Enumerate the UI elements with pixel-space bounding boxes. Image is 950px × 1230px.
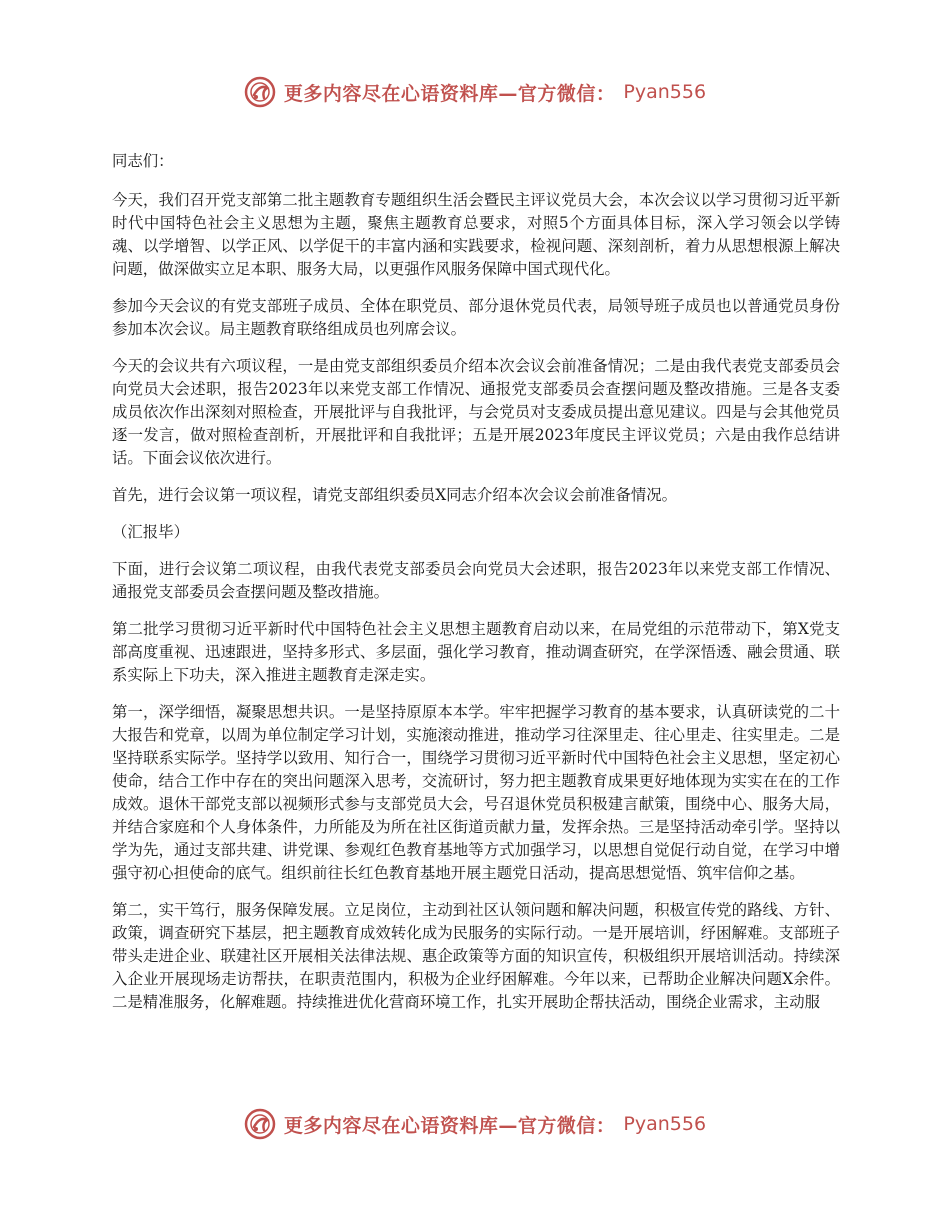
seal-logo-icon: [244, 76, 276, 108]
banner-text: 更多内容尽在心语资料库—官方微信：: [283, 82, 616, 105]
paragraph: 首先，进行会议第一项议程，请党支部组织委员X同志介绍本次会议会前准备情况。: [112, 486, 678, 504]
footer-banner: [0, 1102, 950, 1146]
paragraph: 第一，深学细悟，凝聚思想共识。一是坚持原原本本学。牢牢把握学习教育的基本要求，认真研读党的二十大报告和党章，以周为单位制定学习计划，实施滚动推进，推动学习往深里走、往心里走、往实里走。二是坚持联系实际学。坚持学以致用、知行合一，围绕学习贯彻习近平新时代中国特色社会主义思想，坚定初心使命，结合工作中存在的突出问题深入思考，交流研讨，努力把主题教育成果更好地体现为实实在在的工作成效。退休干部党支部以视频形式参与支部党员大会，号召退休党员积极建言献策，围绕中心、服务大局，并结合家庭和个人身体条件，力所能及为所在社区街道贡献力量，发挥余热。三是坚持活动牵引学。坚持以学为先，通过支部共建、讲党课、参观红色教育基地等方式加强学习，以思想自觉促行动自觉，在学习中增强守初心担使命的底气。组织前往长红色教育基地开展主题党日活动，提高思想觉悟、筑牢信仰之基。: [112, 703, 840, 882]
paragraph: （汇报毕）: [112, 523, 189, 541]
paragraph: 第二，实干笃行，服务保障发展。立足岗位，主动到社区认领问题和解决问题，积极宣传党的路线、方针、政策，调查研究下基层，把主题教育成效转化成为民服务的实际行动。一是开展培训，纾困解难。支部班子带头走进企业、联建社区开展相关法律法规、惠企政策等方面的知识宣传，积极组织开展培训活动。持续深入企业开展现场走访帮扶，在职责范围内，积极为企业纾困解难。今年以来，已帮助企业解决问题X余件。二是精准服务，化解难题。持续推进优化营商环境工作，扎实开展助企帮扶活动，围绕企业需求，主动服: [112, 901, 840, 1011]
paragraph: 今天，我们召开党支部第二批主题教育专题组织生活会暨民主评议党员大会，本次会议以学习贯彻习近平新时代中国特色社会主义思想为主题，聚焦主题教育总要求，对照5个方面具体目标，深入学习领会以学铸魂、以学增智、以学正风、以学促干的丰富内涵和实践要求，检视问题、深刻剖析，着力从思想根源上解决问题，做深做实立足本职、服务大局，以更强作风服务保障中国式现代化。: [112, 191, 840, 278]
paragraph: 参加今天会议的有党支部班子成员、全体在职党员、部分退休党员代表，局领导班子成员也以普通党员身份参加本次会议。局主题教育联络组成员也列席会议。: [112, 297, 840, 338]
wechat-id: Pyan556: [623, 81, 707, 103]
document-body: [112, 150, 840, 1028]
seal-logo-icon: [244, 1108, 276, 1140]
banner-text: 更多内容尽在心语资料库—官方微信：: [283, 1114, 616, 1137]
header-banner: [0, 70, 950, 114]
paragraph: 下面，进行会议第二项议程，由我代表党支部委员会向党员大会述职，报告2023年以来党支部工作情况、通报党支部委员会查摆问题及整改措施。: [112, 560, 840, 601]
paragraph: 今天的会议共有六项议程，一是由党支部组织委员介绍本次会议会前准备情况；二是由我代表党支部委员会向党员大会述职，报告2023年以来党支部工作情况、通报党支部委员会查摆问题及整改措施。三是各支委成员依次作出深刻对照检查，开展批评与自我批评，与会党员对支委成员提出意见建议。四是与会其他党员逐一发言，做对照检查剖析，开展批评和自我批评；五是开展2023年度民主评议党员；六是由我作总结讲话。下面会议依次进行。: [112, 357, 840, 467]
greeting: 同志们：: [112, 152, 174, 170]
wechat-id: Pyan556: [623, 1113, 707, 1135]
paragraph: 第二批学习贯彻习近平新时代中国特色社会主义思想主题教育启动以来，在局党组的示范带动下，第X党支部高度重视、迅速跟进，坚持多形式、多层面，强化学习教育，推动调查研究，在学深悟透、融会贯通、联系实际上下功夫，深入推进主题教育走深走实。: [112, 620, 840, 684]
